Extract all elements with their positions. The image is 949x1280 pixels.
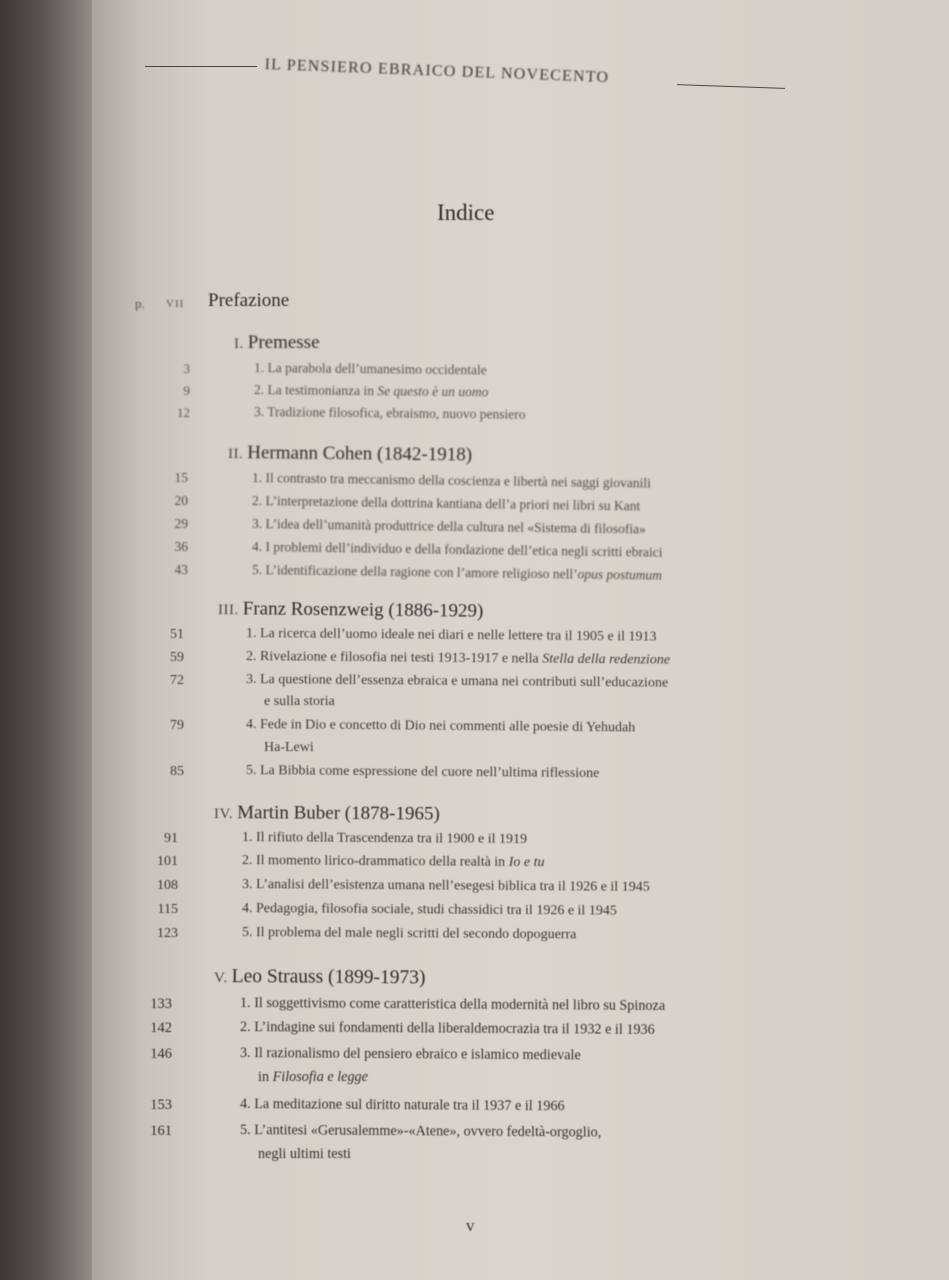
chapter-roman: II. (227, 446, 244, 463)
toc-entry: 4. Pedagogia, filosofia sociale, studi chassidici tra il 1926 e il 1945 (241, 901, 617, 919)
page-folio: v (466, 1216, 475, 1235)
entry-page-number: 15 (174, 470, 188, 485)
toc-entry-italic: Se questo è un uomo (377, 383, 489, 400)
chapter-heading-4 (214, 802, 440, 826)
entry-page-number: 161 (150, 1123, 172, 1139)
toc-entry-continuation: Ha-Lewi (264, 740, 314, 755)
entry-page-number: 3 (183, 361, 190, 376)
running-head-rule-right (677, 84, 785, 89)
chapter-roman: III. (217, 602, 239, 619)
toc-entry: 3. La questione dell’essenza ebraica e umana nei contributi sull’educazione (245, 672, 669, 691)
entry-page-number: 9 (183, 383, 190, 398)
toc-entry-text: 2. Rivelazione e filosofia nei testi 1913-1917 e nella (245, 649, 543, 667)
chapter-roman: IV. (213, 806, 234, 823)
toc-entry-continuation: e sulla storia (264, 694, 335, 709)
chapter-heading-1 (234, 332, 320, 354)
toc-entry-text: 5. L’identificazione della ragione con l’amore religioso nell’ (251, 562, 578, 582)
entry-page-number: 43 (174, 562, 188, 577)
entry-page-number: 85 (170, 764, 184, 779)
toc-entry: 2. L’interpretazione della dottrina kantiana dell’a priori nei libri su Kant (251, 493, 641, 514)
toc-entry: 5. La Bibbia come espressione del cuore nell’ultima riflessione (245, 763, 600, 782)
chapter-title: Premesse (247, 332, 320, 353)
toc-entry: 1. La ricerca dell’uomo ideale nei diari e nelle lettere tra il 1905 e il 1913 (245, 626, 657, 645)
entry-page-number: 153 (150, 1097, 172, 1113)
chapter-title: Hermann Cohen (1842-1918) (247, 442, 473, 466)
entry-page-number: 79 (170, 718, 184, 733)
chapter-roman: I. (234, 336, 244, 352)
toc-entry-italic: opus postumum (577, 566, 663, 583)
entry-page-number: 51 (170, 627, 184, 642)
chapter-heading-2 (228, 442, 472, 467)
entry-page-number: 115 (157, 902, 178, 917)
entry-page-number: 146 (150, 1046, 172, 1062)
toc-entry: 3. L’analisi dell’esistenza umana nell’esegesi biblica tra il 1926 e il 1945 (241, 877, 650, 895)
toc-entry: 4. La meditazione sul diritto naturale tra il 1937 e il 1966 (239, 1096, 565, 1115)
running-head (145, 56, 785, 96)
toc-entry: 2. L’indagine sui fondamenti della liberaldemocrazia tra il 1932 e il 1936 (239, 1019, 655, 1038)
toc-entry: 3. Il razionalismo del pensiero ebraico e islamico medievale (239, 1045, 581, 1064)
toc-entry: 4. Fede in Dio e concetto di Dio nei commenti alle poesie di Yehudah (245, 717, 636, 736)
toc-entry (242, 853, 545, 871)
entry-page-number: 59 (170, 650, 184, 665)
chapter-title: Franz Rosenzweig (1886-1929) (242, 598, 484, 622)
chapter-title: Leo Strauss (1899-1973) (231, 966, 426, 989)
toc-entry-italic: Filosofia e legge (272, 1069, 368, 1085)
entry-page-number: 123 (157, 926, 178, 941)
toc-entry: 5. L’antitesi «Gerusalemme»-«Atene», ovvero fedeltà-orgoglio, (239, 1122, 602, 1141)
toc-entry: 3. Tradizione filosofica, ebraismo, nuovo pensiero (253, 404, 526, 422)
toc-entry-continuation: negli ultimi testi (258, 1146, 352, 1162)
running-head-text: IL PENSIERO EBRAICO DEL NOVECENTO (264, 56, 610, 87)
entry-page-number: 108 (157, 878, 178, 893)
toc-entry-italic: Io e tu (508, 854, 545, 871)
toc-entry: 1. La parabola dell’umanesimo occidentale (253, 360, 487, 378)
toc-entry-text: 2. Il momento lirico-drammatico della realtà in (241, 853, 509, 870)
toc-entry-italic: Stella della redenzione (542, 651, 671, 668)
toc-entry: 3. L’idea dell’umanità produttrice della cultura nel «Sistema di filosofia» (251, 516, 646, 537)
toc-entry-continuation (258, 1069, 368, 1086)
entry-page-number: 133 (150, 996, 172, 1012)
toc-entry-text: 2. La testimonianza in (253, 382, 378, 399)
chapter-heading-3 (218, 598, 484, 623)
preface-title: Prefazione (208, 290, 290, 311)
entry-page-number: 101 (157, 854, 178, 869)
entry-page-number: 91 (164, 831, 178, 846)
entry-page-number: 20 (174, 493, 188, 508)
toc-entry (254, 382, 488, 400)
preface-page-prefix: p. (135, 296, 145, 311)
entry-page-number: 72 (170, 673, 184, 688)
toc-entry: 4. I problemi dell’individuo e della fondazione dell’etica negli scritti ebraici (251, 539, 663, 560)
toc-entry: 1. Il soggettivismo come caratteristica della modernità nel libro su Spinoza (239, 995, 666, 1014)
toc-entry: 5. Il problema del male negli scritti del secondo dopoguerra (241, 925, 577, 943)
entry-page-number: 36 (174, 539, 188, 554)
chapter-heading-5 (214, 966, 426, 989)
preface-page-number: VII (166, 298, 185, 310)
chapter-title: Martin Buber (1878-1965) (237, 802, 440, 825)
toc-entry: 1. Il contrasto tra meccanismo della coscienza e libertà nei saggi giovanili (251, 470, 651, 491)
entry-page-number: 29 (174, 516, 188, 531)
toc-title: Indice (437, 200, 495, 225)
running-head-rule-left (145, 66, 257, 67)
entry-page-number: 12 (177, 405, 190, 420)
toc-entry-text: in (258, 1069, 273, 1085)
toc-entry: 1. Il rifiuto della Trascendenza tra il 1900 e il 1919 (241, 830, 528, 847)
entry-page-number: 142 (150, 1020, 172, 1036)
chapter-roman: V. (213, 970, 228, 987)
